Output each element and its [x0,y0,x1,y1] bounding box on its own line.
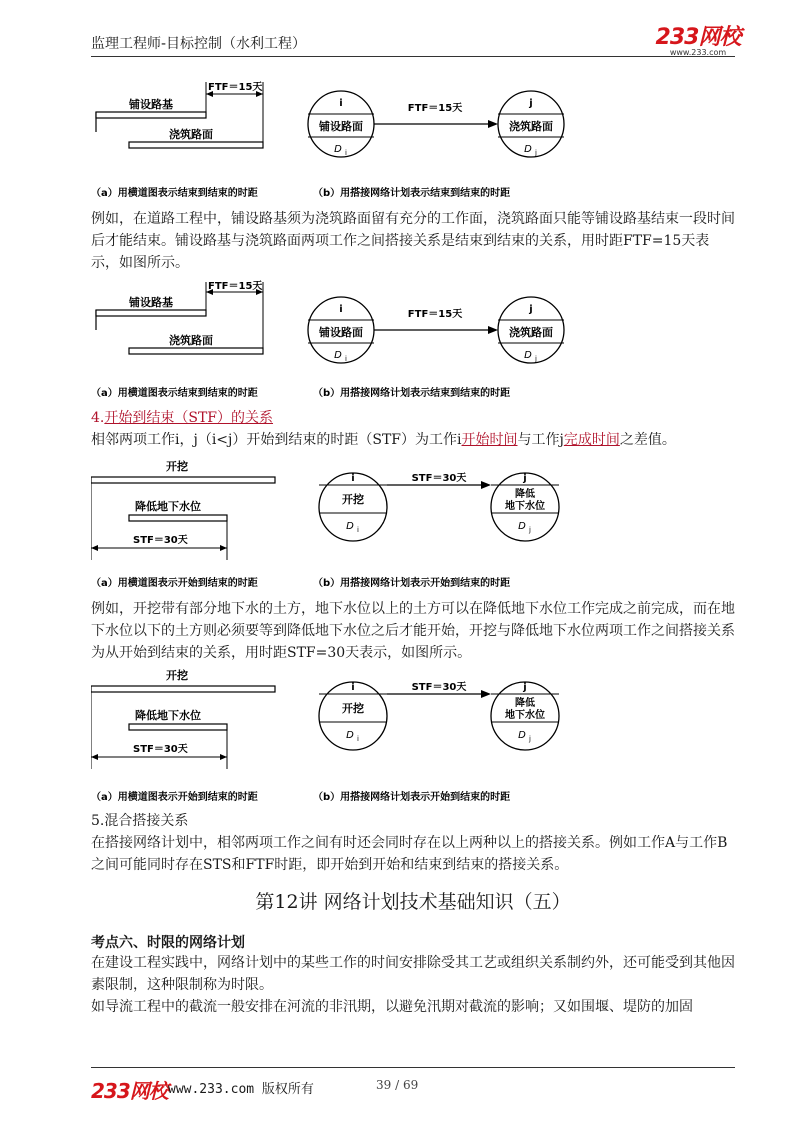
svg-text:j: j [529,304,533,315]
svg-text:开挖: 开挖 [342,702,364,715]
svg-text:开挖: 开挖 [166,460,188,473]
svg-text:D: D [346,730,354,741]
key-point-heading: 考点六、时限的网络计划 [91,935,245,951]
svg-text:i: i [357,526,359,534]
bar-bottom [129,142,263,148]
footer-copyright: www.233.com 版权所有 [168,1082,314,1097]
bar-bottom-label: 浇筑路面 [169,128,213,141]
svg-text:j: j [523,473,527,484]
network-ftf [308,91,564,157]
svg-text:（b）用搭接网络计划表示开始到结束的时距: （b）用搭接网络计划表示开始到结束的时距 [313,578,511,589]
svg-text:FTF＝15天: FTF＝15天 [407,309,463,320]
svg-text:i: i [351,473,355,484]
paragraph-stf-example: 例如，开挖带有部分地下水的土方，地下水位以上的土方可以在降低地下水位工作完成之前完成，而在地下水位以下的土方则必须要等到降低地下水位之后才能开始，开挖与降低地下水位两项工作之间搭接关系为从开始到结束的关系，用时距STF=30天表示，如图所示。 [91,601,735,661]
svg-text:D: D [518,521,526,532]
svg-text:i: i [345,149,347,157]
svg-text:D: D [524,144,532,155]
brand-logo-url: www.233.com [669,48,727,57]
svg-text:（a）用横道图表示结束到结束的时距: （a）用横道图表示结束到结束的时距 [91,388,258,399]
svg-text:FTF＝15天: FTF＝15天 [208,281,263,292]
ftf-diagram [91,278,735,408]
section-5-title: 5.混合搭接关系 [91,813,189,829]
paragraph-time-limit: 在建设工程实践中，网络计划中的某些工作的时间安排除受其工艺或组织关系制约外，还可能受到其他因素限制，这种限制称为时限。 如导流工程中的截流一般安排在河流的非汛期，以避免汛期对截流的影响；又如围堰、堤防的加固 [91,955,735,1015]
svg-text:j: j [529,98,533,109]
svg-text:j: j [535,149,537,157]
section-4-title-link[interactable]: 开始到结束（STF）的关系 [104,410,274,426]
gantt-ftf [96,280,263,354]
svg-text:铺设路面: 铺设路面 [319,120,363,133]
svg-text:STF＝30天: STF＝30天 [411,473,467,484]
svg-text:D: D [524,350,532,361]
svg-text:i: i [345,355,347,363]
svg-text:浇筑路面: 浇筑路面 [169,334,213,347]
section-5 [91,810,735,876]
bar-top-label: 铺设路基 [129,98,173,111]
svg-text:降低: 降低 [515,489,535,500]
svg-text:STF＝30天: STF＝30天 [411,682,467,693]
header-rule [91,56,735,57]
svg-text:j: j [523,682,527,693]
stf-diagram [91,664,735,804]
paragraph-ftf-example: 例如，在道路工程中，铺设路基须为浇筑路面留有充分的工作面，浇筑路面只能等铺设路基结束一段时间后才能结束。铺设路基与浇筑路面两项工作之间搭接关系是结束到结束的关系，用时距FTF=15天表示，如图所示。 [91,211,735,271]
svg-text:D: D [334,350,342,361]
footer-logo: 233网校 [91,1079,168,1103]
start-time-link[interactable]: 开始时间 [461,432,518,448]
svg-text:STF＝30天: STF＝30天 [133,535,188,546]
bar-top [96,112,206,118]
figure-stf-1 [91,455,735,595]
section-5-text: 在搭接网络计划中，相邻两项工作之间有时还会同时存在以上两种以上的搭接关系。例如工作A与工作B之间可能同时存在STS和FTF时距，即开始到开始和结束到结束的搭接关系。 [91,835,728,873]
footer-rule [91,1067,735,1068]
svg-text:（b）用搭接网络计划表示开始到结束的时距: （b）用搭接网络计划表示开始到结束的时距 [313,792,511,803]
svg-text:j: j [535,355,537,363]
svg-text:开挖: 开挖 [342,493,364,506]
section-4: 4.开始到结束（STF）的关系 相邻两项工作i，j（i<j）开始到结束的时距（STF）为工作i开始时间与工作j完成时间之差值。 [91,410,676,448]
caption-a: （a）用横道图表示结束到结束的时距 [91,188,258,199]
caption-b: （b）用搭接网络计划表示结束到结束的时距 [313,188,511,199]
lecture-title: 第12讲 网络计划技术基础知识（五） [255,891,571,913]
svg-text:i: i [351,682,355,693]
brand-logo-text: 233网校 [655,25,741,50]
svg-text:（a）用横道图表示开始到结束的时距: （a）用横道图表示开始到结束的时距 [91,578,258,589]
document-header-title: 监理工程师-目标控制（水利工程） [91,36,307,52]
network-stf [319,472,559,541]
svg-text:j: j [529,526,531,534]
gantt-ftf [96,81,263,148]
svg-text:地下水位: 地下水位 [505,501,545,512]
svg-text:铺设路基: 铺设路基 [129,296,173,309]
svg-text:D: D [334,144,342,155]
svg-text:降低地下水位: 降低地下水位 [135,500,201,513]
svg-text:铺设路面: 铺设路面 [319,326,363,339]
network-ftf [308,297,564,363]
svg-text:STF＝30天: STF＝30天 [133,744,188,755]
page-number: 39 / 69 [376,1078,419,1092]
figure-stf-2 [91,664,735,804]
svg-text:浇筑路面: 浇筑路面 [509,326,553,339]
svg-text:开挖: 开挖 [166,669,188,682]
svg-text:浇筑路面: 浇筑路面 [509,120,553,133]
svg-text:降低地下水位: 降低地下水位 [135,709,201,722]
lag-label: FTF＝15天 [208,82,263,93]
brand-logo [652,20,744,57]
svg-text:（b）用搭接网络计划表示结束到结束的时距: （b）用搭接网络计划表示结束到结束的时距 [313,388,511,399]
svg-text:i: i [357,735,359,743]
svg-text:j: j [529,735,531,743]
figure-ftf-1 [91,72,735,202]
svg-text:降低: 降低 [515,698,535,709]
svg-text:FTF＝15天: FTF＝15天 [407,103,463,114]
svg-text:i: i [339,304,343,315]
svg-text:i: i [339,98,343,109]
gantt-stf [91,459,275,560]
ftf-diagram [91,72,735,202]
stf-diagram [91,455,735,595]
figure-ftf-2 [91,278,735,408]
svg-text:D: D [518,730,526,741]
svg-text:D: D [346,521,354,532]
svg-text:（a）用横道图表示开始到结束的时距: （a）用横道图表示开始到结束的时距 [91,792,258,803]
svg-text:地下水位: 地下水位 [505,710,545,721]
finish-time-link[interactable]: 完成时间 [563,432,620,448]
